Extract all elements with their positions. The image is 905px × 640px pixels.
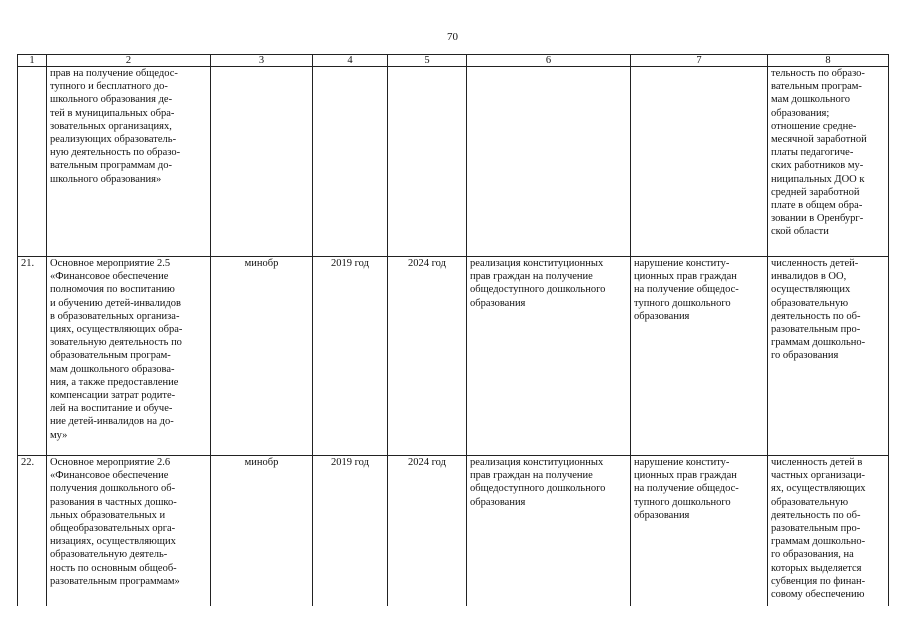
- cell-measure-name: [47, 257, 211, 456]
- text-line: школьного образования де-: [50, 94, 173, 106]
- text-line: тупного дошкольного: [634, 496, 731, 508]
- text-line: компенсации затрат родите-: [50, 390, 176, 402]
- cell-executor: минобр: [211, 257, 313, 456]
- cell-measure-name: [47, 456, 211, 607]
- text-line: ской области: [771, 226, 829, 238]
- cell-indicators: [768, 67, 889, 257]
- text-line: разовательным программам»: [50, 575, 180, 587]
- text-line: ную деятельность по образо-: [50, 147, 181, 159]
- text-line: вательным программам до-: [50, 160, 173, 172]
- cell-start-year: 2019 год: [313, 257, 388, 456]
- text-line: общедоступного дошкольного: [470, 284, 606, 296]
- text-line: отношение средне-: [771, 120, 857, 132]
- text-line: деятельность по об-: [771, 509, 861, 521]
- text-line: осуществляющих: [771, 284, 851, 296]
- text-line: ционных прав граждан: [634, 271, 737, 283]
- text-line: граммам дошкольно-: [771, 536, 866, 548]
- text-line: прав граждан на получение: [470, 271, 593, 283]
- text-line: совому обеспечению: [771, 589, 865, 601]
- text-line: образовательную: [771, 496, 849, 508]
- text-line: деятельность по об-: [771, 310, 861, 322]
- text-line: зовательных организациях,: [50, 120, 172, 132]
- text-line: го образования: [771, 350, 839, 362]
- text-line: ность по основным общеоб-: [50, 562, 177, 574]
- text-line: нарушение конститу-: [634, 457, 730, 468]
- text-line: образовательным програм-: [50, 350, 171, 362]
- text-line: школьного образования»: [50, 173, 162, 185]
- text-line: лей на воспитание и обуче-: [50, 403, 173, 415]
- measures-table: [17, 54, 889, 606]
- text-line: средней заработной: [771, 186, 860, 198]
- text-line: разования в частных дошко-: [50, 496, 177, 508]
- text-line: мам дошкольного образова-: [50, 363, 175, 375]
- column-header-3: 3: [211, 55, 313, 67]
- text-line: образовательную: [771, 297, 849, 309]
- text-line: граммам дошкольно-: [771, 337, 866, 349]
- text-line: льных образовательных и: [50, 509, 166, 521]
- text-line: на получение общедос-: [634, 284, 739, 296]
- text-line: го образования, на: [771, 549, 854, 561]
- text-line: частных организаци-: [771, 470, 865, 482]
- cell-consequences: [631, 456, 768, 607]
- cell-expected-result: [467, 456, 631, 607]
- text-line: месячной заработной: [771, 134, 867, 146]
- text-line: инвалидов в ОО,: [771, 271, 847, 283]
- text-line: ционных прав граждан: [634, 470, 737, 482]
- text-line: «Финансовое обеспечение: [50, 271, 169, 283]
- cell-expected-result: [467, 67, 631, 257]
- table-row: [18, 456, 889, 607]
- text-line: общедоступного дошкольного: [470, 483, 606, 495]
- cell-consequences: [631, 257, 768, 456]
- text-line: разовательным про-: [771, 523, 861, 535]
- text-line: мам дошкольного: [771, 94, 851, 106]
- text-line: и обучению детей-инвалидов: [50, 297, 181, 309]
- cell-indicators: [768, 456, 889, 607]
- table-row: [18, 257, 889, 456]
- cell-end-year: 2024 год: [388, 257, 467, 456]
- cell-number: 21.: [18, 257, 47, 456]
- text-line: реализация конституционных: [470, 258, 604, 269]
- table-row-continuation: [18, 67, 889, 257]
- text-line: образовательную деятель-: [50, 549, 168, 561]
- text-line: плате в общем обра-: [771, 200, 863, 212]
- text-line: Основное мероприятие 2.6: [50, 457, 171, 468]
- text-line: зовательную деятельность по: [50, 337, 182, 349]
- text-line: тельность по образо-: [771, 68, 865, 79]
- column-header-4: 4: [313, 55, 388, 67]
- column-header-1: 1: [18, 55, 47, 67]
- header-row: [18, 55, 889, 67]
- text-line: субвенция по финан-: [771, 575, 866, 587]
- text-line: му»: [50, 429, 68, 441]
- cell-start-year: 2019 год: [313, 456, 388, 607]
- text-line: прав граждан на получение: [470, 470, 593, 482]
- text-line: разовательным про-: [771, 324, 861, 336]
- cell-number: [18, 67, 47, 257]
- text-line: которых выделяется: [771, 562, 862, 574]
- cell-executor: минобр: [211, 456, 313, 607]
- text-line: численность детей-: [771, 258, 859, 269]
- text-line: реализующих образователь-: [50, 134, 177, 146]
- text-line: получения дошкольного об-: [50, 483, 176, 495]
- text-line: полномочия по воспитанию: [50, 284, 175, 296]
- cell-end-year: 2024 год: [388, 456, 467, 607]
- text-line: образования: [470, 297, 526, 309]
- text-line: ниципальных ДОО к: [771, 173, 865, 185]
- cell-end-year: [388, 67, 467, 257]
- text-line: на получение общедос-: [634, 483, 739, 495]
- text-line: образования: [634, 509, 690, 521]
- cell-indicators: [768, 257, 889, 456]
- column-header-7: 7: [631, 55, 768, 67]
- cell-expected-result: [467, 257, 631, 456]
- column-header-5: 5: [388, 55, 467, 67]
- text-line: ях, осуществляющих: [771, 483, 866, 495]
- cell-consequences: [631, 67, 768, 257]
- text-line: прав на получение общедос-: [50, 68, 178, 79]
- text-line: циях, осуществляющих обра-: [50, 324, 183, 336]
- cell-measure-name: [47, 67, 211, 257]
- text-line: образования: [634, 310, 690, 322]
- column-header-8: 8: [768, 55, 889, 67]
- text-line: вательным програм-: [771, 81, 862, 93]
- text-line: тупного и бесплатного до-: [50, 81, 168, 93]
- text-line: ских работников му-: [771, 160, 864, 172]
- text-line: тупного дошкольного: [634, 297, 731, 309]
- cell-number: 22.: [18, 456, 47, 607]
- text-line: численность детей в: [771, 457, 863, 468]
- cell-executor: [211, 67, 313, 257]
- text-line: нарушение конститу-: [634, 258, 730, 269]
- text-line: образования: [470, 496, 526, 508]
- text-line: реализация конституционных: [470, 457, 604, 468]
- text-line: тей в муниципальных обра-: [50, 107, 175, 119]
- text-line: ния, а также предоставление: [50, 376, 179, 388]
- text-line: Основное мероприятие 2.5: [50, 258, 171, 269]
- cell-start-year: [313, 67, 388, 257]
- text-line: низациях, осуществляющих: [50, 536, 176, 548]
- column-header-2: 2: [47, 55, 211, 67]
- text-line: в образовательных организа-: [50, 310, 180, 322]
- page-number: 70: [447, 31, 458, 43]
- text-line: образования;: [771, 107, 830, 119]
- text-line: платы педагогиче-: [771, 147, 854, 159]
- text-line: общеобразовательных орга-: [50, 523, 176, 535]
- text-line: зовании в Оренбург-: [771, 213, 864, 225]
- text-line: «Финансовое обеспечение: [50, 470, 169, 482]
- column-header-6: 6: [467, 55, 631, 67]
- text-line: ние детей-инвалидов на до-: [50, 416, 174, 428]
